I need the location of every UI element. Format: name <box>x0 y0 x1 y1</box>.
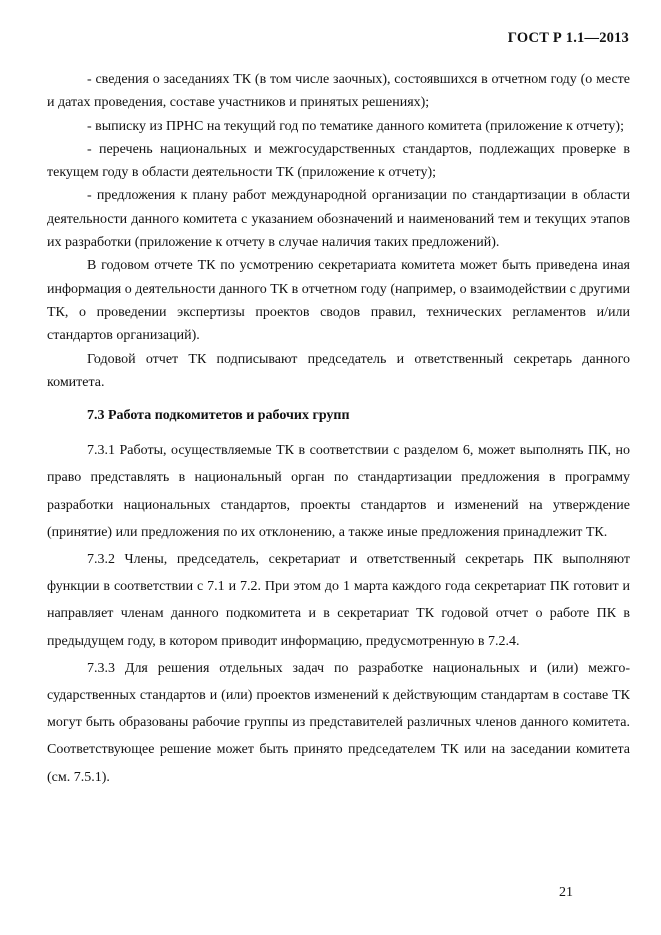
list-item-standards-list: - перечень национальных и межгосударственных стандартов, подлежащих проверке в текущем году в области деятельности ТК (приложение к отчету); <box>47 141 630 181</box>
paragraph-annual-report-info: В годовом отчете ТК по усмотрению секретариата комитета может быть приведена иная информация о деятельности данного ТК в отчетном году (например, о взаимодействии с другими ТК, о проведении экспертизы проектов сводов правил, технических регламентов и/или стандартов организаций). <box>47 258 630 344</box>
paragraph-7-3-3: 7.3.3 Для решения отдельных задач по разработке национальных и (или) межгосударственных стандартов и (или) проектов изменений к действующим стандартам в составе ТК могут быть образованы рабочие группы из представителей различных членов данного комитета. Соответствующее решение может быть принято председателем ТК или на заседании комитета (см. 7.5.1). <box>47 660 630 785</box>
paragraph-7-3-2: 7.3.2 Члены, председатель, секретариат и ответственный секретарь ПК выполняют функции в соответствии с 7.1 и 7.2. При этом до 1 марта каждого года секретариат ПК готовит и направляет членам данного подкомитета и в секретариат ТК годовой отчет о работе ПК в предыдущем году, в котором приводит информацию, предусмотренную в 7.2.4. <box>47 551 630 649</box>
list-item-meetings: - сведения о заседаниях ТК (в том числе заочных), состоявшихся в отчетном году (о месте и датах проведения, составе участников и принятых решениях); <box>47 72 630 111</box>
list-item-prns-extract: - выписку из ПРНС на текущий год по тематике данного комитета (приложение к отчету); <box>87 118 624 134</box>
paragraph-annual-report-signature: Годовой отчет ТК подписывают председатель и ответственный секретарь данного комитета. <box>47 351 630 390</box>
document-body <box>47 68 630 791</box>
list-item-international-proposals: - предложения к плану работ международной организации по стандартизации в области деятельности данного комитета с указанием обозначений и наименований тем и текущих этапов их разработки (приложение к отчету в случае наличия таких предложений). <box>47 188 630 251</box>
paragraph-7-3-1: 7.3.1 Работы, осуществляемые ТК в соответствии с разделом 6, может выполнять ПК, но право представлять в национальный орган по стандартизации предложения в программу разработки национальных стандартов, проекты стандартов и изменений на утверждение (принятие) или предложения по их отклонению, а также иные предложения принадлежит ТК. <box>47 443 630 540</box>
section-heading: 7.3 Работа подкомитетов и рабочих групп <box>87 408 350 424</box>
document-header: ГОСТ Р 1.1—2013 <box>507 30 629 46</box>
page-number: 21 <box>559 885 573 900</box>
